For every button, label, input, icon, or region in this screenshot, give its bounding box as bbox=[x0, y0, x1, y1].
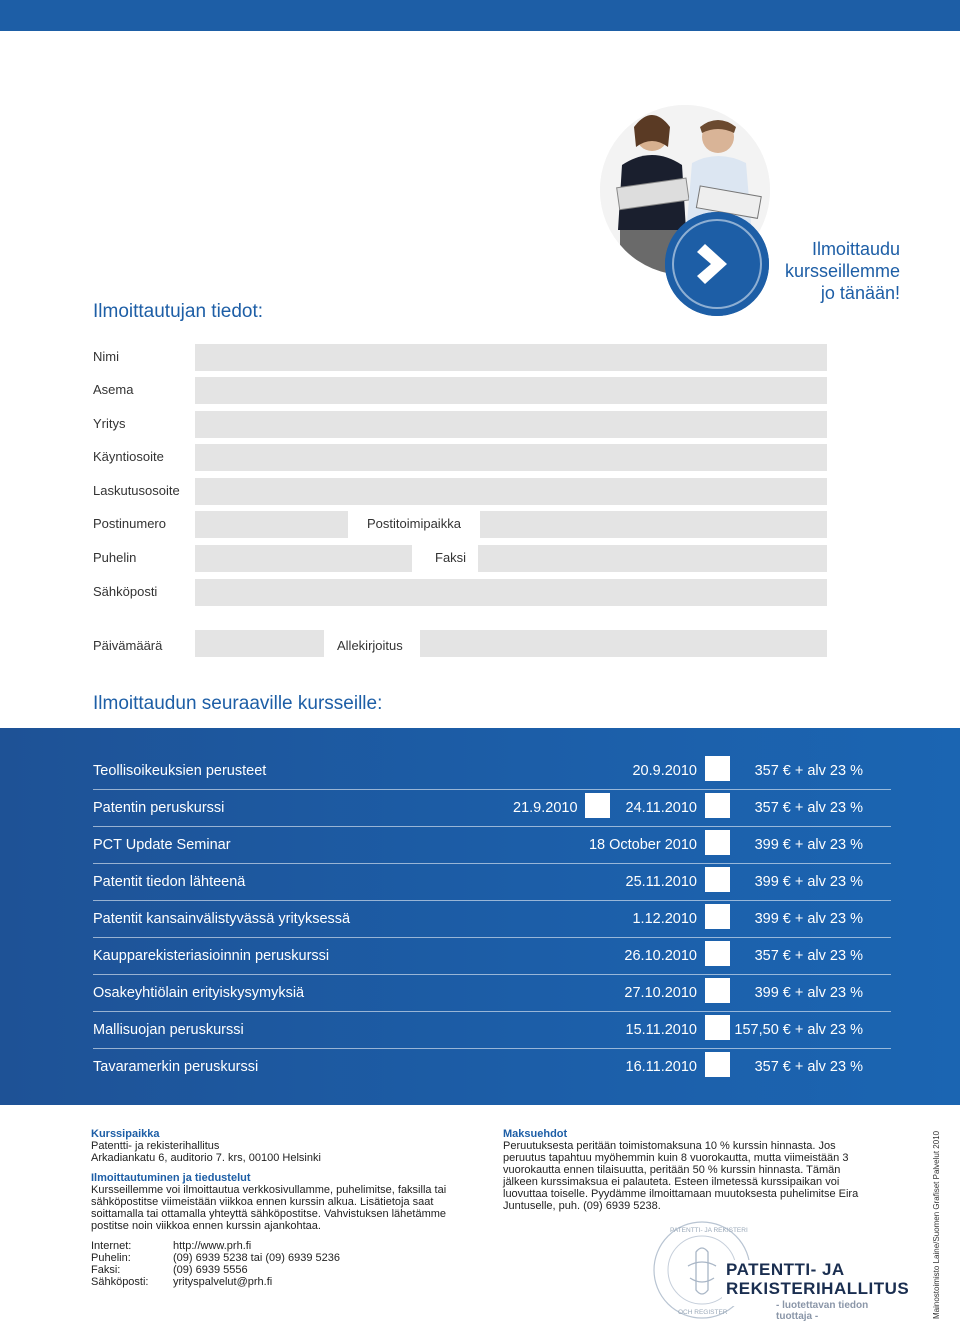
payment-terms-text: Peruutuksesta peritään toimistomaksuna 10 % kurssin hinnasta. Jos peruutus tapahtuu myöhemmin kuin 8 vuorokautta, mutta viimeistään 3 vuorokautta ennen tilaisuutta, peritään 50 % kurssin hinnasta. Tämän jälkeen kurssimaksua ei palauteta. Esteen ilmetessä kurssipaikan voi luovuttaa toiselle. Pyydämme ilmoittamaan muutoksesta puhelimitse Eira Juntuselle, puh. (09) 6939 5238. bbox=[503, 1140, 859, 1212]
enroll-callout bbox=[785, 238, 900, 304]
phone-value: (09) 6939 5238 tai (09) 6939 5236 bbox=[173, 1252, 340, 1264]
row-divider bbox=[93, 1011, 891, 1012]
course-row bbox=[93, 796, 863, 833]
svg-text:PATENTTI- JA REKISTERI: PATENTTI- JA REKISTERI bbox=[670, 1227, 748, 1234]
contact-label: Puhelin: bbox=[91, 1252, 131, 1264]
company-field[interactable] bbox=[195, 411, 827, 438]
contact-label: Sähköposti: bbox=[91, 1276, 149, 1288]
payment-terms-title: Maksuehdot bbox=[503, 1128, 568, 1140]
row-divider bbox=[93, 789, 891, 790]
course-row bbox=[93, 944, 863, 981]
visiting-address-field[interactable] bbox=[195, 444, 827, 471]
form-heading: Ilmoittautujan tiedot: bbox=[93, 301, 264, 322]
course-date-alt: 21.9.2010 bbox=[513, 800, 578, 816]
email-label: Sähköposti bbox=[93, 584, 158, 599]
contact-label: Internet: bbox=[91, 1240, 132, 1252]
course-checkbox[interactable] bbox=[705, 1052, 730, 1077]
logo-tagline: - luotettavan tiedon tuottaja - bbox=[776, 1300, 869, 1322]
course-checkbox[interactable] bbox=[705, 941, 730, 966]
course-row bbox=[93, 981, 863, 1018]
row-divider bbox=[93, 900, 891, 901]
contact-label: Faksi: bbox=[91, 1264, 121, 1276]
name-field[interactable] bbox=[195, 344, 827, 371]
course-checkbox[interactable] bbox=[705, 867, 730, 892]
footer-left-column bbox=[91, 1128, 471, 1288]
course-checkbox[interactable] bbox=[705, 978, 730, 1003]
course-name: Osakeyhtiölain erityiskysymyksiä bbox=[93, 985, 305, 1001]
callout-line-2: kursseillemme bbox=[784, 261, 900, 281]
enrollment-text: Kursseillemme voi ilmoittautua verkkosivullamme, puhelimitse, faksilla tai sähköpostitse viimeistään viikkoa ennen kurssin alkua. Lisätietoja saat soittamalla tai ottamalla yhteyttä sähköpostitse. Vahvistuksen lähetämme postitse noin viikkoa ennen kurssin ajankohtaa. bbox=[91, 1184, 447, 1232]
billing-address-label: Laskutusosoite bbox=[93, 483, 180, 498]
course-row bbox=[93, 907, 863, 944]
course-name: Patentit tiedon lähteenä bbox=[93, 874, 246, 890]
arrow-badge-icon bbox=[665, 212, 769, 316]
course-date: 27.10.2010 bbox=[624, 985, 697, 1001]
logo-line-1: PATENTTI- JA bbox=[726, 1260, 845, 1279]
signature-field[interactable] bbox=[420, 630, 827, 657]
course-name: Mallisuojan peruskurssi bbox=[93, 1022, 244, 1038]
course-price: 357 € + alv 23 % bbox=[754, 1059, 863, 1075]
row-divider bbox=[93, 1048, 891, 1049]
website-link[interactable]: http://www.prh.fi bbox=[173, 1240, 252, 1252]
date-label: Päivämäärä bbox=[93, 638, 163, 653]
course-price: 399 € + alv 23 % bbox=[754, 874, 863, 890]
signature-label: Allekirjoitus bbox=[337, 638, 403, 653]
email-link[interactable]: yrityspalvelut@prh.fi bbox=[173, 1276, 273, 1288]
course-name: Kaupparekisteriasioinnin peruskurssi bbox=[93, 948, 330, 964]
courses-heading: Ilmoittaudun seuraaville kursseille: bbox=[93, 693, 383, 714]
row-divider bbox=[93, 974, 891, 975]
logo-line-2: REKISTERIHALLITUS bbox=[726, 1279, 910, 1298]
course-name: Tavaramerkin peruskurssi bbox=[93, 1059, 259, 1075]
course-date: 15.11.2010 bbox=[625, 1022, 697, 1038]
course-checkbox[interactable] bbox=[705, 756, 730, 781]
course-date: 20.9.2010 bbox=[632, 763, 697, 779]
callout-line-1: Ilmoittaudu bbox=[811, 239, 900, 259]
phone-field[interactable] bbox=[195, 545, 412, 572]
course-date: 25.11.2010 bbox=[625, 874, 697, 890]
position-field[interactable] bbox=[195, 377, 827, 404]
agency-credit bbox=[930, 1129, 942, 1319]
course-checkbox[interactable] bbox=[705, 904, 730, 929]
visiting-address-label: Käyntiosoite bbox=[93, 449, 164, 464]
enrollment-title: Ilmoittautuminen ja tiedustelut bbox=[91, 1172, 251, 1184]
position-label: Asema bbox=[93, 382, 134, 397]
postal-code-label: Postinumero bbox=[93, 516, 166, 531]
course-row bbox=[93, 833, 863, 870]
course-name: PCT Update Seminar bbox=[93, 837, 231, 853]
post-office-field[interactable] bbox=[480, 511, 827, 538]
venue-title: Kurssipaikka bbox=[91, 1128, 160, 1140]
course-date: 16.11.2010 bbox=[625, 1059, 697, 1075]
phone-label: Puhelin bbox=[93, 550, 137, 565]
course-price: 399 € + alv 23 % bbox=[754, 911, 863, 927]
course-checkbox[interactable] bbox=[705, 830, 730, 855]
svg-text:OCH REGISTER: OCH REGISTER bbox=[678, 1309, 728, 1316]
course-date: 18 October 2010 bbox=[588, 837, 697, 853]
course-date: 26.10.2010 bbox=[624, 948, 697, 964]
email-field[interactable] bbox=[195, 579, 827, 606]
course-date: 1.12.2010 bbox=[632, 911, 697, 927]
fax-label: Faksi bbox=[435, 550, 467, 565]
top-banner bbox=[0, 0, 960, 31]
course-price: 357 € + alv 23 % bbox=[754, 800, 863, 816]
course-row bbox=[93, 870, 863, 907]
course-name: Patentit kansainvälistyvässä yrityksessä bbox=[93, 911, 351, 927]
prh-logo bbox=[636, 1212, 910, 1322]
svg-text:Mainostoimisto Laine/Suomen Gr: Mainostoimisto Laine/Suomen Grafiset Palvelut 2010 bbox=[932, 1130, 941, 1319]
course-row bbox=[93, 1018, 863, 1055]
course-row bbox=[93, 759, 863, 796]
postal-code-field[interactable] bbox=[195, 511, 348, 538]
course-price: 357 € + alv 23 % bbox=[754, 763, 863, 779]
row-divider bbox=[93, 863, 891, 864]
billing-address-field[interactable] bbox=[195, 478, 827, 505]
course-price: 357 € + alv 23 % bbox=[754, 948, 863, 964]
contact-list bbox=[91, 1240, 471, 1288]
callout-line-3: jo tänään! bbox=[820, 283, 900, 303]
row-divider bbox=[93, 826, 891, 827]
venue-line-1: Patentti- ja rekisterihallitus bbox=[91, 1140, 220, 1152]
course-checkbox-alt[interactable] bbox=[585, 793, 610, 818]
course-row bbox=[93, 1055, 863, 1092]
course-price: 399 € + alv 23 % bbox=[754, 985, 863, 1001]
post-office-label: Postitoimipaikka bbox=[367, 516, 461, 531]
row-divider bbox=[93, 937, 891, 938]
name-label: Nimi bbox=[93, 349, 119, 364]
course-name: Teollisoikeuksien perusteet bbox=[93, 763, 267, 779]
venue-line-2: Arkadiankatu 6, auditorio 7. krs, 00100 Helsinki bbox=[91, 1152, 321, 1164]
fax-field[interactable] bbox=[478, 545, 827, 572]
fax-value: (09) 6939 5556 bbox=[173, 1264, 248, 1276]
course-date: 24.11.2010 bbox=[625, 800, 697, 816]
course-price: 399 € + alv 23 % bbox=[754, 837, 863, 853]
footer-right-column bbox=[503, 1128, 873, 1212]
course-price: 157,50 € + alv 23 % bbox=[734, 1022, 863, 1038]
course-list-panel bbox=[0, 728, 960, 1105]
course-checkbox[interactable] bbox=[705, 1015, 730, 1040]
course-name: Patentin peruskurssi bbox=[93, 800, 225, 816]
company-label: Yritys bbox=[93, 416, 126, 431]
course-checkbox[interactable] bbox=[705, 793, 730, 818]
date-field[interactable] bbox=[195, 630, 324, 657]
